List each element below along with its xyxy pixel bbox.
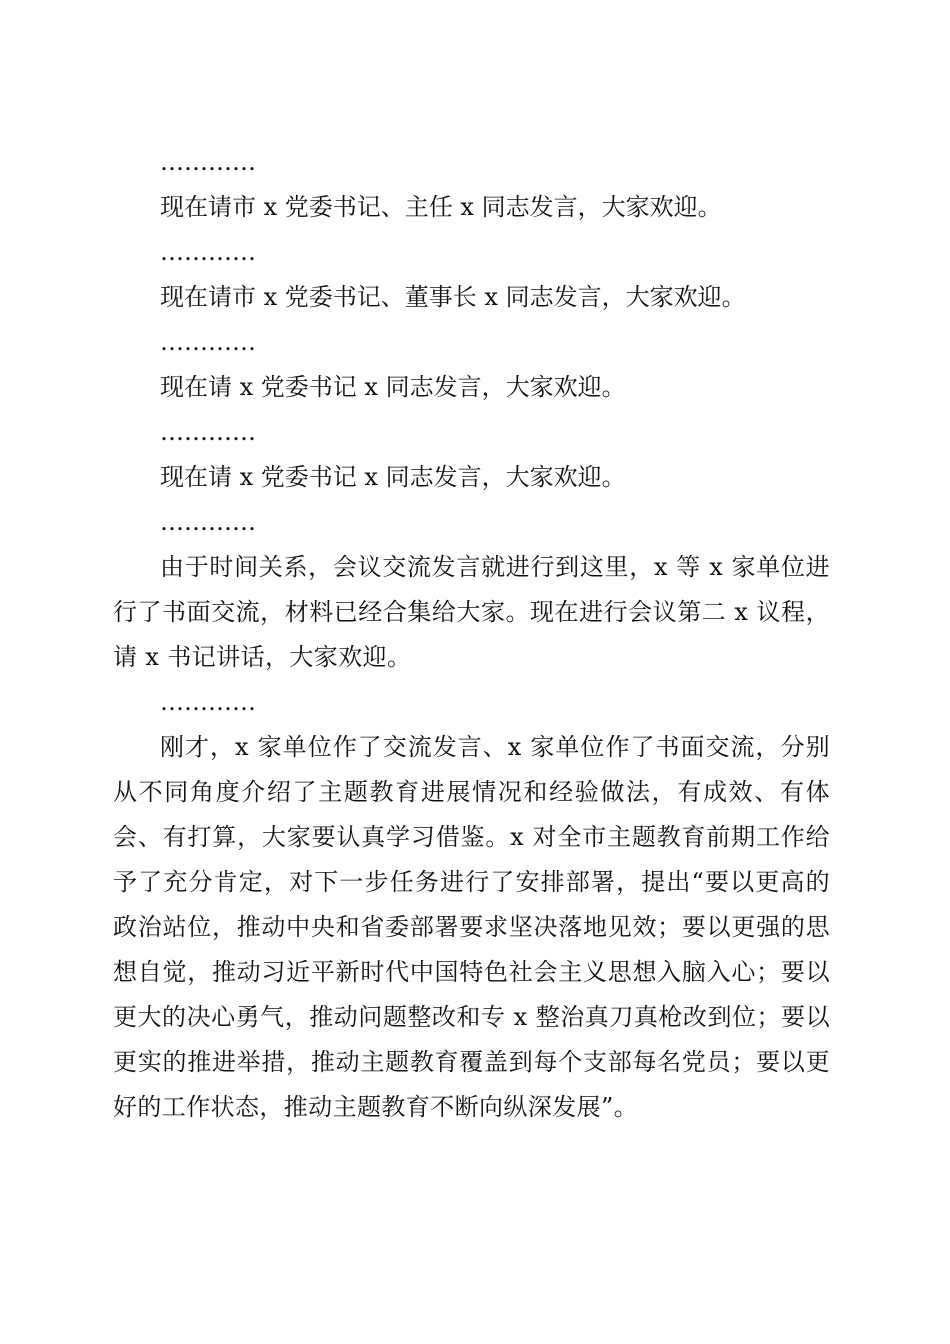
- ellipsis-separator: …………: [160, 508, 256, 536]
- speaker-invitation: 现在请市 x 党委书记、主任 x 同志发言，大家欢迎。: [160, 193, 722, 221]
- speaker-invitation: 现在请 x 党委书记 x 同志发言，大家欢迎。: [160, 373, 626, 401]
- document-body: [113, 140, 830, 1130]
- speaker-invitation: 现在请市 x 党委书记、董事长 x 同志发言，大家欢迎。: [160, 283, 746, 311]
- transition-paragraph: 由于时间关系，会议交流发言就进行到这里，x 等 x 家单位进行了书面交流，材料已经合集给大家。现在进行会议第二 x 议程，请 x 书记讲话，大家欢迎。: [113, 553, 830, 671]
- ellipsis-separator: …………: [160, 688, 256, 716]
- ellipsis-separator: …………: [160, 148, 256, 176]
- speaker-invitation: 现在请 x 党委书记 x 同志发言，大家欢迎。: [160, 463, 626, 491]
- ellipsis-separator: …………: [160, 328, 256, 356]
- ellipsis-separator: …………: [160, 418, 256, 446]
- summary-paragraph: 刚才，x 家单位作了交流发言、x 家单位作了书面交流，分别从不同角度介绍了主题教育进展情况和经验做法，有成效、有体会、有打算，大家要认真学习借鉴。x 对全市主题教育前期工作给予了充分肯定，对下一步任务进行了安排部署，提出“要以更高的政治站位，推动中央和省委部署要求坚决落地见效；要以更强的思想自觉，推动习近平新时代中国特色社会主义思想入脑入心；要以更大的决心勇气，推动问题整改和专 x 整治真刀真枪改到位；要以更实的推进举措，推动主题教育覆盖到每个支部每名党员；要以更好的工作状态，推动主题教育不断向纵深发展”。: [113, 733, 830, 1121]
- ellipsis-separator: …………: [160, 238, 256, 266]
